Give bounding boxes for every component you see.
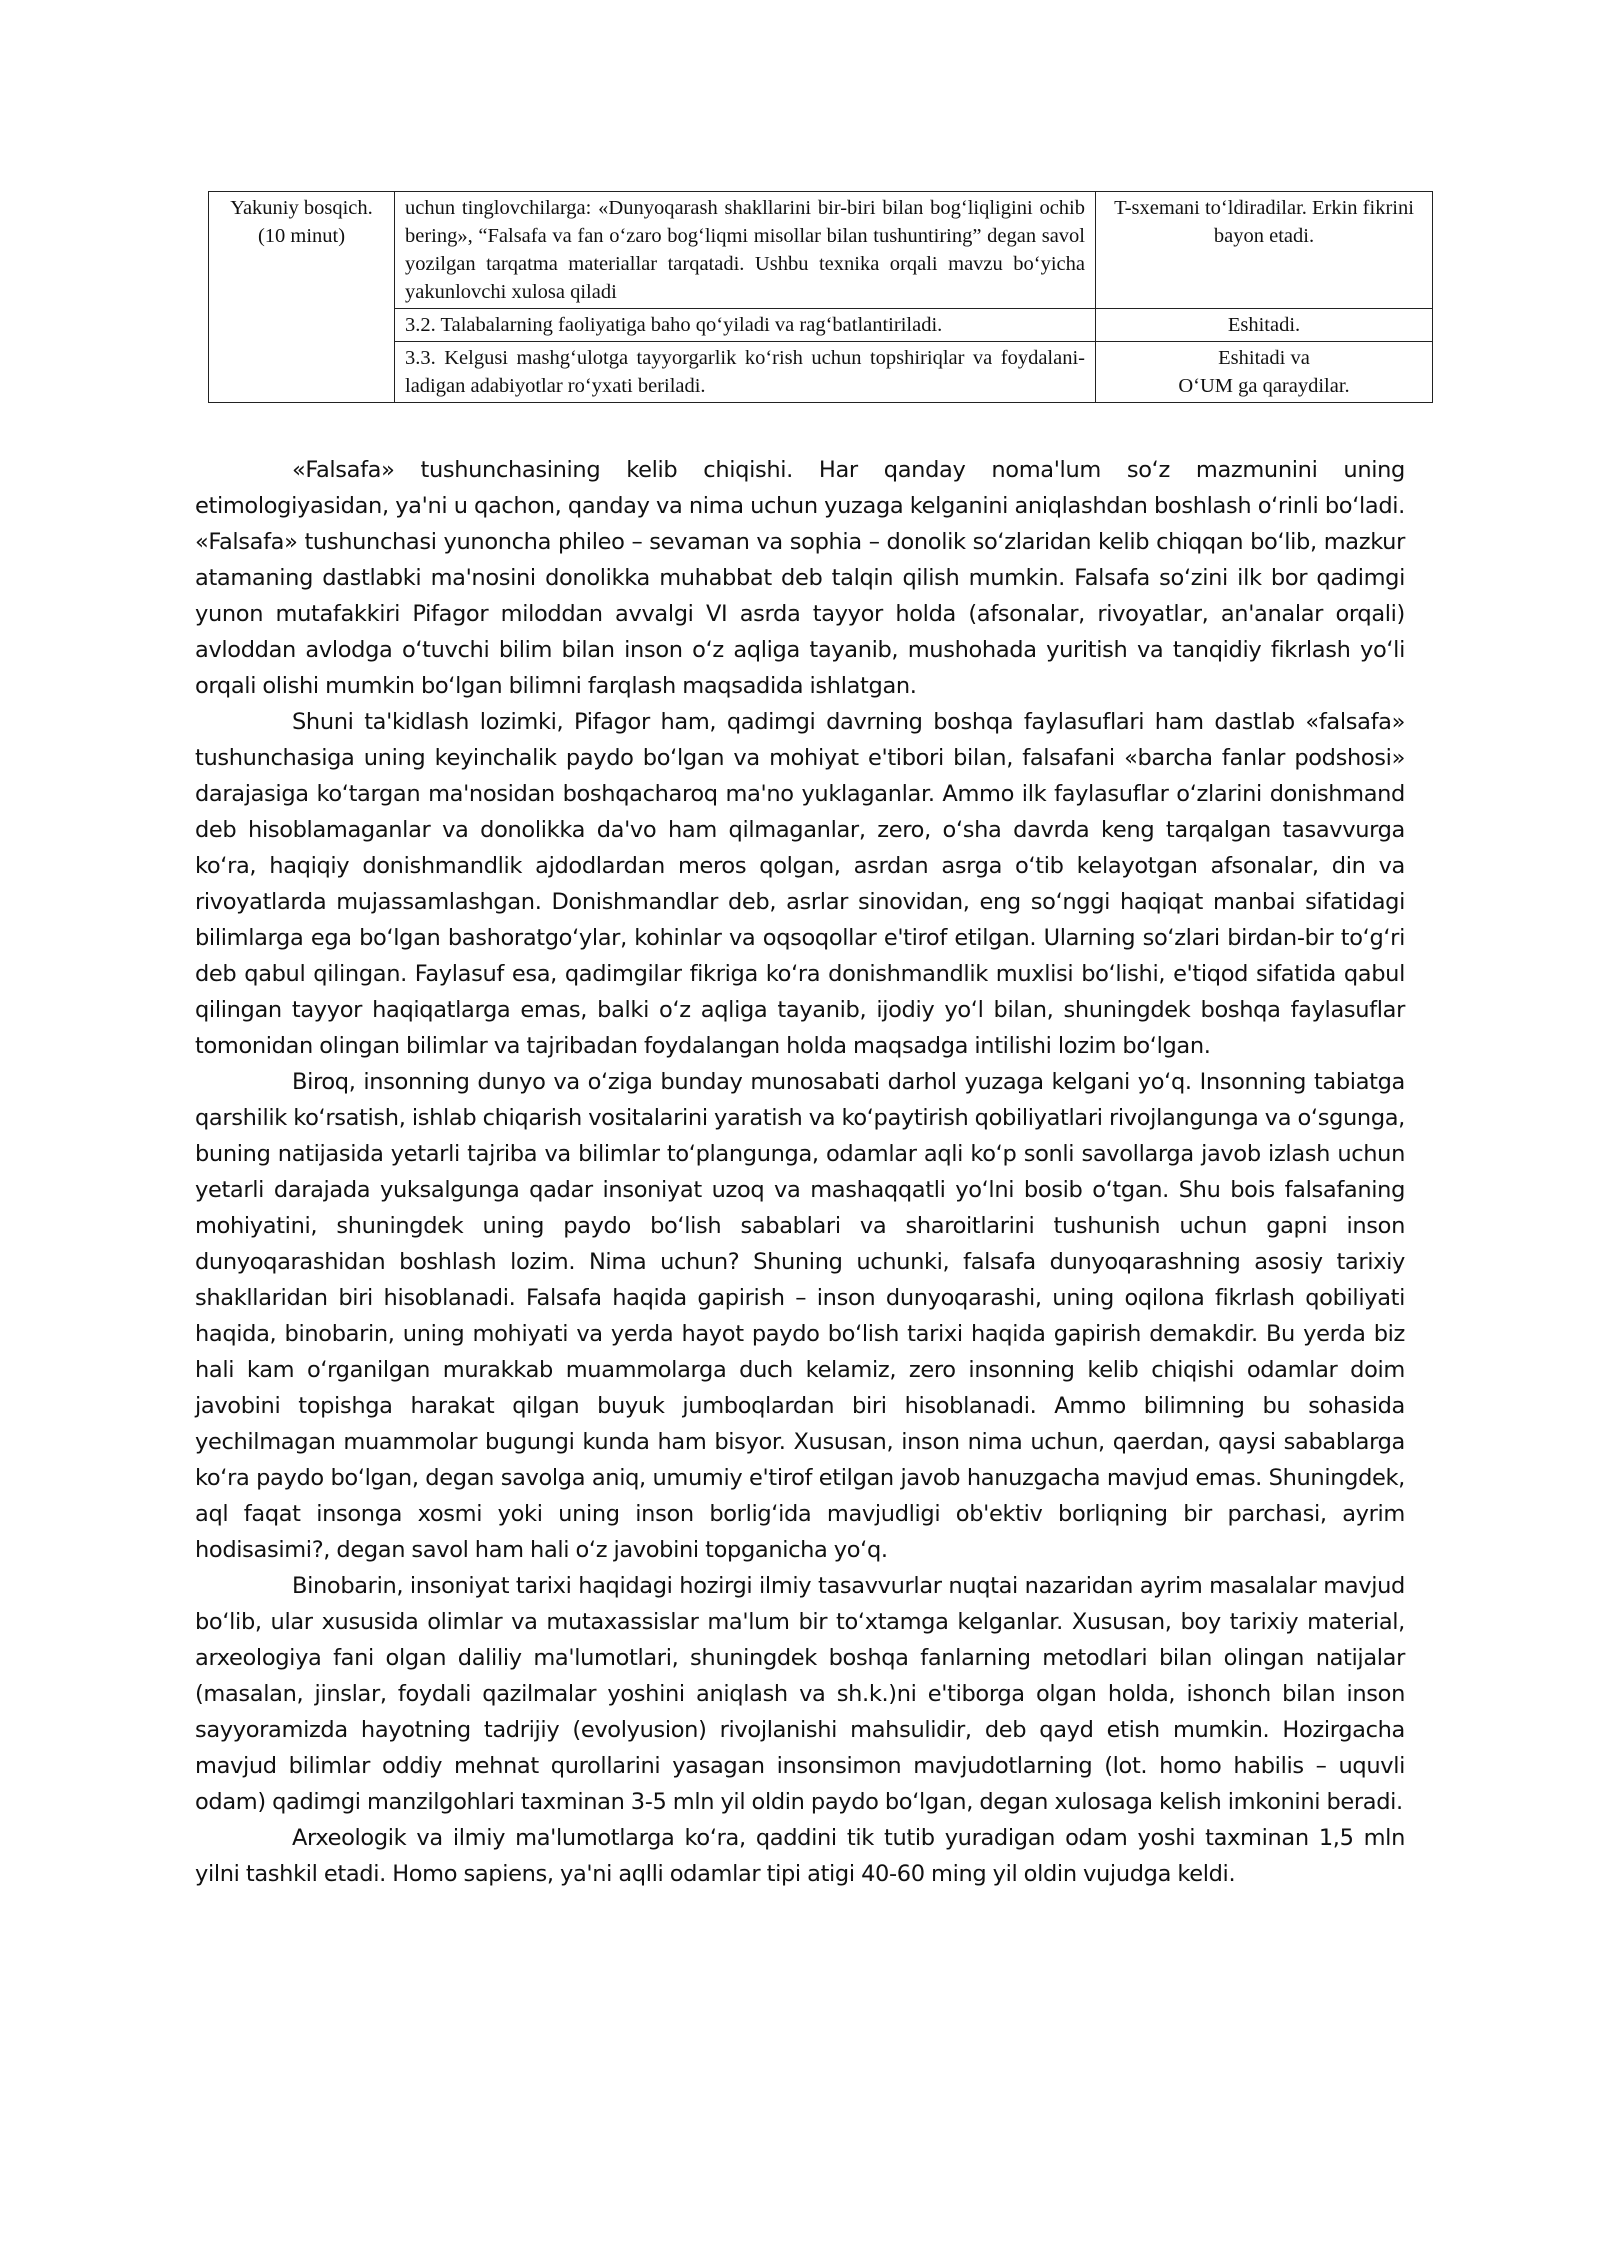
learner-activity-cell: Eshitadi. — [1096, 309, 1433, 342]
learner-activity-line: O‘UM ga qaraydilar. — [1178, 375, 1350, 397]
paragraph: Binobarin, insoniyat tarixi haqidagi hozirgi ilmiy tasavvurlar nuqtai nazaridan ayrim masalalar mavjud bo‘lib, ular xususida olimlar va mutaxassislar ma'lum bir to‘xtamga kelganlar. Xususan, boy tarixiy material, arxeologiya fani olgan daliliy ma'lumotlari, shuningdek boshqa fanlarning metodlari bilan olingan natijalar (masalan, jinslar, foydali qazilmalar yoshini aniqlash va sh.k.)ni e'tiborga olgan holda, ishonch bilan inson sayyoramizda hayotning tadrijiy (evolyusion) rivojlanishi mahsulidir, deb qayd etish mumkin. Hozirgacha mavjud bilimlar oddiy mehnat qurollarini yasagan insonsimon mavjudotlarning (lot. homo habilis – uquvli odam) qadimgi manzilgohlari taxminan 3-5 mln yil oldin paydo bo‘lgan, degan xulosaga kelish imkonini beradi. — [195, 1573, 1405, 1815]
lesson-plan-table — [208, 191, 1433, 403]
teacher-activity-cell: 3.3. Kelgusi mashg‘ulotga tayyorgarlik ko‘rish uchun topshiriqlar va foydalani-ladigan adabiyotlar ro‘yxati beriladi. — [395, 342, 1096, 403]
learner-activity-cell: T-sxemani to‘ldiradilar. Erkin fikrini bayon etadi. — [1096, 192, 1433, 309]
stage-time: (10 minut) — [257, 225, 346, 247]
learner-activity-cell — [1096, 342, 1433, 403]
table-row — [209, 192, 1433, 309]
paragraph: Biroq, insonning dunyo va o‘ziga bunday munosabati darhol yuzaga kelgani yo‘q. Insonning tabiatga qarshilik ko‘rsatish, ishlab chiqarish vositalarini yaratish va ko‘paytirish qobiliyatlari rivojlangunga va o‘sgunga, buning natijasida yetarli tajriba va bilimlar to‘plangunga, odamlar aqli ko‘p sonli savollarga javob izlash uchun yetarli darajada yuksalgunga qadar insoniyat uzoq va mashaqqatli yo‘lni bosib o‘tgan. Shu bois falsafaning mohiyatini, shuningdek uning paydo bo‘lish sabablari va sharoitlarini tushunish uchun gapni inson dunyoqarashidan boshlash lozim. Nima uchun? Shuning uchunki, falsafa dunyoqarashning asosiy tarixiy shakllaridan biri hisoblanadi. Falsafa haqida gapirish – inson dunyoqarashi, uning oqilona fikrlash qobiliyati haqida, binobarin, uning mohiyati va yerda hayot paydo bo‘lish tarixi haqida gapirish demakdir. Bu yerda biz hali kam o‘rganilgan murakkab muammolarga duch kelamiz, zero insonning kelib chiqishi odamlar doim javobini topishga harakat qilgan buyuk jumboqlardan biri hisoblanadi. Ammo bilimning bu sohasida yechilmagan muammolar bugungi kunda ham bisyor. Xususan, inson nima uchun, qaerdan, qaysi sabablarga ko‘ra paydo bo‘lgan, degan savolga aniq, umumiy e'tirof etilgan javob hanuzgacha mavjud emas. Shuningdek, aql faqat insonga xosmi yoki uning inson borlig‘ida mavjudligi ob'ektiv borliqning bir parchasi, ayrim hodisasimi?, degan savol ham hali o‘z javobini topganicha yo‘q. — [195, 1069, 1405, 1563]
stage-cell — [209, 192, 395, 403]
stage-label: Yakuniy bosqich. — [230, 197, 373, 219]
paragraph: Arxeologik va ilmiy ma'lumotlarga ko‘ra, qaddini tik tutib yuradigan odam yoshi taxminan 1,5 mln yilni tashkil etadi. Homo sapiens, ya'ni aqlli odamlar tipi atigi 40-60 ming yil oldin vujudga keldi. — [195, 1825, 1405, 1887]
body-text — [195, 452, 1405, 1892]
paragraph: Shuni ta'kidlash lozimki, Pifagor ham, qadimgi davrning boshqa faylasuflari ham dastlab «falsafa» tushunchasiga uning keyinchalik paydo bo‘lgan va mohiyat e'tibori bilan, falsafani «barcha fanlar podshosi» darajasiga ko‘targan ma'nosidan boshqacharoq ma'no yuklaganlar. Ammo ilk faylasuflar o‘zlarini donishmand deb hisoblamaganlar va donolikka da'vo ham qilmaganlar, zero, o‘sha davrda keng tarqalgan tasavvurga ko‘ra, haqiqiy donishmandlik ajdodlardan meros qolgan, asrdan asrga o‘tib kelayotgan afsonalar, din va rivoyatlarda mujassamlashgan. Donishmandlar deb, asrlar sinovidan, eng so‘nggi haqiqat manbai sifatidagi bilimlarga ega bo‘lgan bashoratgo‘ylar, kohinlar va oqsoqollar e'tirof etilgan. Ularning so‘zlari birdan-bir to‘g‘ri deb qabul qilingan. Faylasuf esa, qadimgilar fikriga ko‘ra donishmandlik muxlisi bo‘lishi, e'tiqod sifatida qabul qilingan tayyor haqiqatlarga emas, balki o‘z aqliga tayanib, ijodiy yo‘l bilan, shuningdek boshqa faylasuflar tomonidan olingan bilimlar va tajribadan foydalangan holda maqsadga intilishi lozim bo‘lgan. — [195, 709, 1405, 1059]
learner-activity-line: Eshitadi va — [1218, 347, 1310, 369]
teacher-activity-cell: uchun tinglovchilarga: «Dunyoqarash shakllarini bir-biri bilan bog‘liqligini ochib bering», “Falsafa va fan o‘zaro bog‘liqmi misollar bilan tushuntiring” degan savol yozilgan tarqatma materiallar tarqatadi. Ushbu texnika orqali mavzu bo‘yicha yakunlovchi xulosa qiladi — [395, 192, 1096, 309]
paragraph: «Falsafa» tushunchasining kelib chiqishi. Har qanday noma'lum so‘z mazmunini uning etimologiyasidan, ya'ni u qachon, qanday va nima uchun yuzaga kelganini aniqlashdan boshlash o‘rinli bo‘ladi. «Falsafa» tushunchasi yunoncha phileo – sevaman va sophia – donolik so‘zlaridan kelib chiqqan bo‘lib, mazkur atamaning dastlabki ma'nosini donolikka muhabbat deb talqin qilish mumkin. Falsafa so‘zini ilk bor qadimgi yunon mutafakkiri Pifagor miloddan avvalgi VI asrda tayyor holda (afsonalar, rivoyatlar, an'analar orqali) avloddan avlodga o‘tuvchi bilim bilan inson o‘z aqliga tayanib, mushohada yuritish va tanqidiy fikrlash yo‘li orqali olishi mumkin bo‘lgan bilimni farqlash maqsadida ishlatgan. — [195, 457, 1405, 699]
teacher-activity-cell: 3.2. Talabalarning faoliyatiga baho qo‘yiladi va rag‘batlantiriladi. — [395, 309, 1096, 342]
